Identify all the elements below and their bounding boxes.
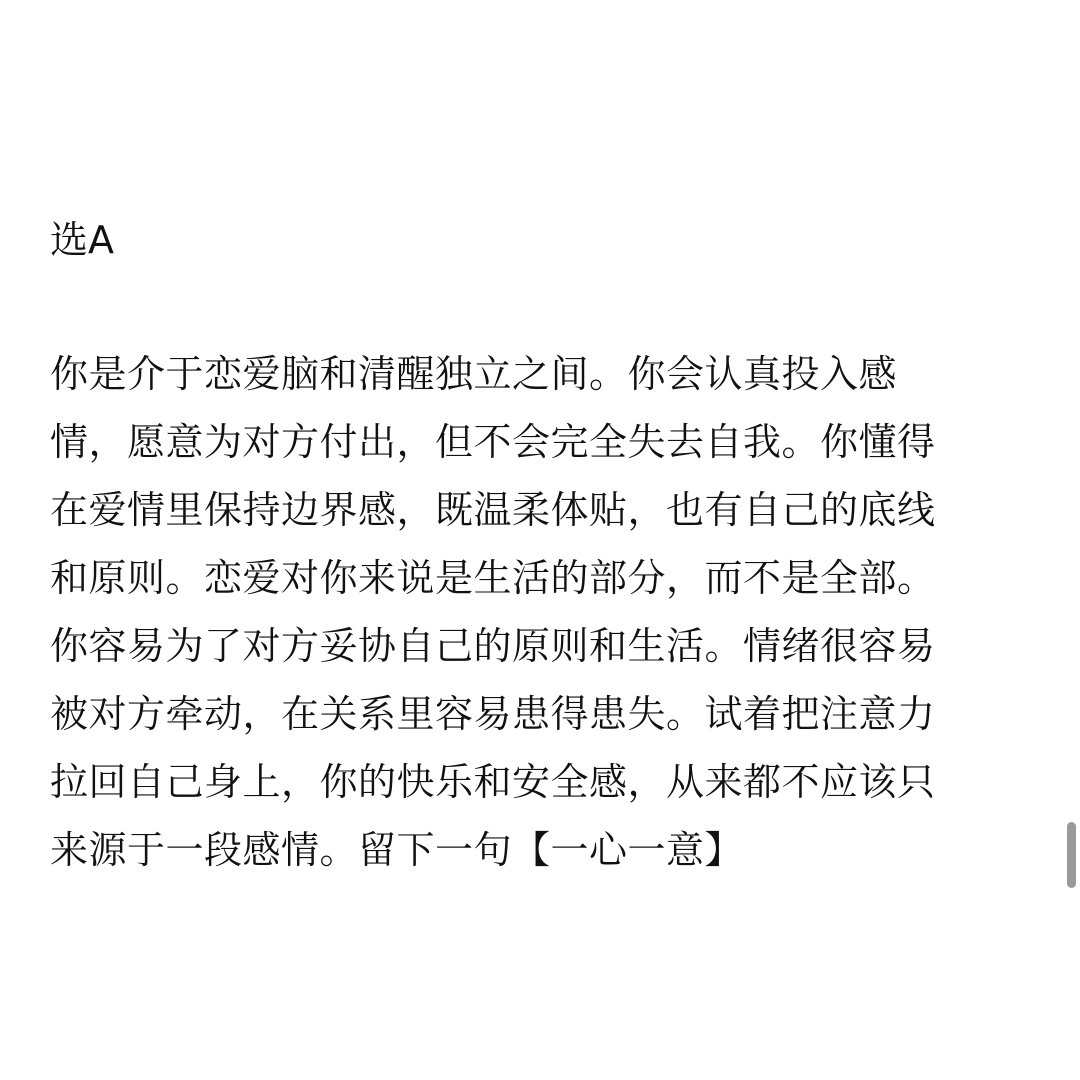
description-line-2: 情，愿意为对方付出，但不会完全失去自我。你懂得 — [50, 420, 936, 464]
scrollbar-thumb[interactable] — [1067, 822, 1076, 888]
description-line-8: 来源于一段感情。留下一句【一心一意】 — [50, 828, 744, 872]
description-line-4: 和原则。恋爱对你来说是生活的部分，而不是全部。 — [50, 556, 936, 600]
answer-heading: 选A — [50, 218, 114, 262]
watermark-logo-icon — [918, 1022, 1058, 1054]
description-line-3: 在爱情里保持边界感，既温柔体贴，也有自己的底线 — [50, 488, 936, 532]
result-description — [50, 340, 1040, 884]
description-line-1: 你是介于恋爱脑和清醒独立之间。你会认真投入感 — [50, 352, 898, 396]
description-line-7: 拉回自己身上，你的快乐和安全感，从来都不应该只 — [50, 760, 936, 804]
description-line-5: 你容易为了对方妥协自己的原则和生活。情绪很容易 — [50, 624, 936, 668]
description-line-6: 被对方牵动，在关系里容易患得患失。试着把注意力 — [50, 692, 936, 736]
vertical-scrollbar[interactable] — [1064, 0, 1080, 1080]
